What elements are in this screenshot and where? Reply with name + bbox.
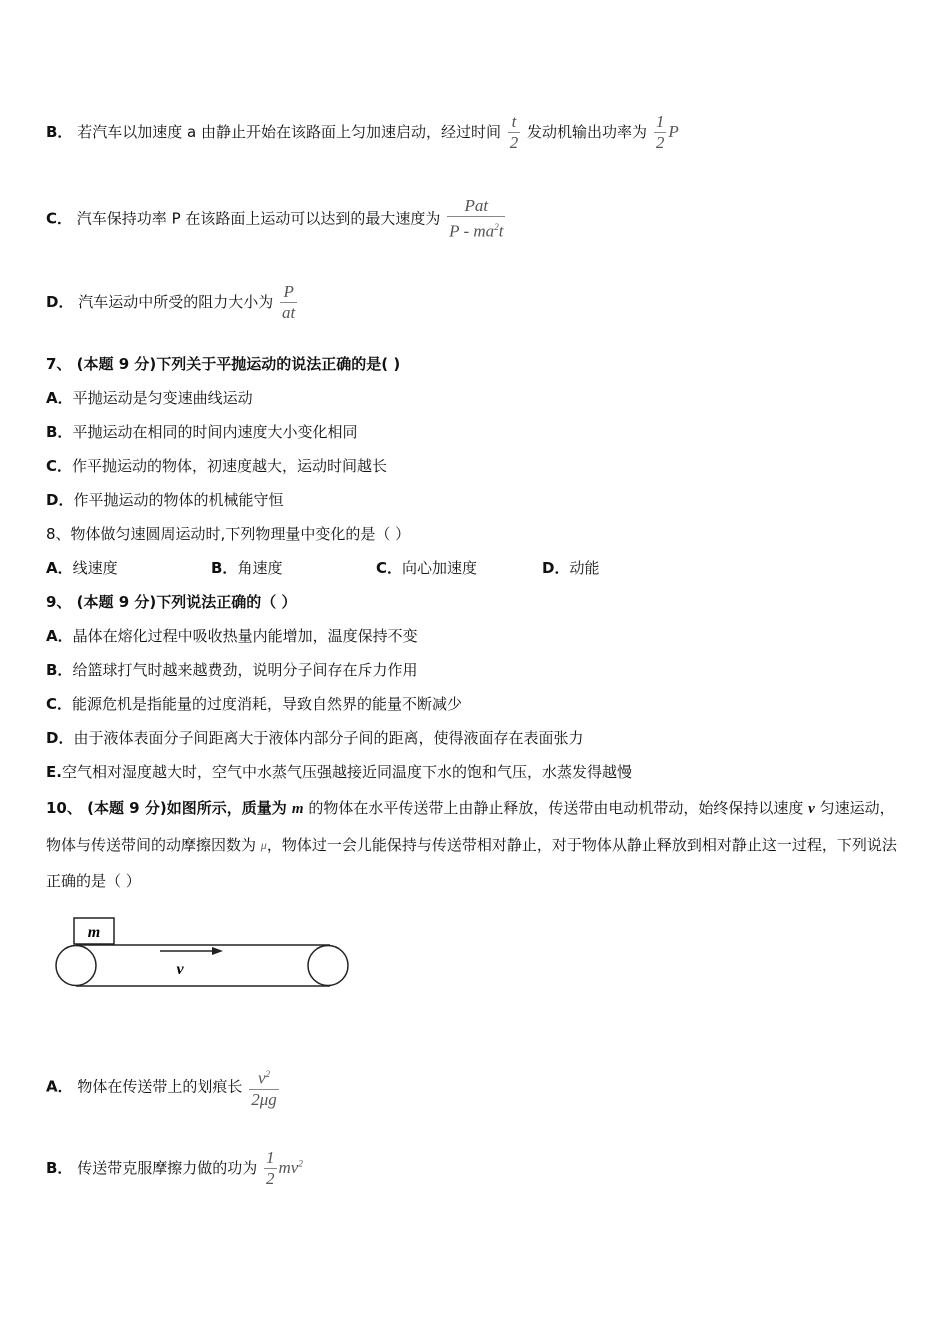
frac-denominator: [447, 216, 505, 242]
option-text: 角速度: [237, 559, 283, 577]
stem-part: 匀速运动，物体与传送带间的动摩擦因数为: [46, 799, 895, 854]
frac-denominator: 2μg: [251, 1089, 277, 1109]
option-letter: D．: [542, 559, 570, 577]
option-letter: A．: [46, 389, 73, 407]
fraction-max-speed: [447, 196, 505, 242]
velocity-label: v: [176, 961, 184, 978]
option-letter: D．: [46, 293, 74, 311]
q10-stem: [46, 790, 908, 899]
frac-numerator: Pat: [464, 196, 489, 215]
frac-denominator: 2: [655, 133, 665, 152]
option-letter: B．: [46, 423, 73, 441]
option-letter: B．: [46, 1159, 73, 1177]
q7-option-a: [46, 388, 253, 408]
q8-option-b: [211, 558, 376, 578]
stem-part: 10、 (本题 9 分)如图所示，质量为: [46, 799, 292, 817]
fraction-scratch-length: [249, 1064, 279, 1110]
option-text: 作平抛运动的物体的机械能守恒: [73, 491, 284, 509]
num-base: v: [257, 1068, 266, 1088]
option-text: 物体在传送带上的划痕长: [77, 1077, 243, 1096]
stem-part: ，物体过一会儿能保持与传送带相对静止，对于物体从静止释放到相对静止这一过程，下列说法正确的是（ ）: [46, 836, 897, 890]
q8-option-c: [376, 558, 542, 578]
q8-options: [46, 558, 599, 578]
fraction-half: [654, 112, 667, 153]
option-text: 空气相对湿度越大时，空气中水蒸气压强越接近同温度下水的饱和气压，水蒸发得越慢: [61, 763, 632, 781]
q8-option-d: [542, 558, 599, 578]
option-letter: A．: [46, 627, 73, 645]
option-letter: C．: [376, 559, 403, 577]
mv-base: mv: [278, 1158, 299, 1177]
option-text-mid: 发动机输出功率为: [527, 123, 648, 141]
q6-option-d: [46, 282, 299, 323]
q6-option-c: [46, 196, 507, 242]
q9-option-b: [46, 660, 417, 680]
option-text: 向心加速度: [402, 559, 478, 577]
mv-superscript: 2: [298, 1158, 303, 1169]
fraction-t-over-2: [508, 112, 521, 153]
den-superscript: 2: [494, 222, 499, 232]
frac-numerator: 1: [655, 112, 665, 131]
frac-denominator: 2: [266, 1169, 275, 1188]
left-pulley: [56, 946, 96, 986]
q9-option-d: [46, 728, 583, 748]
q10-option-b: [46, 1148, 303, 1189]
option-text: 作平抛运动的物体，初速度越大，运动时间越长: [72, 457, 388, 475]
q10-option-a: [46, 1064, 281, 1110]
q8-stem: 8、物体做匀速圆周运动时,下列物理量中变化的是（ ）: [46, 525, 411, 543]
block-label: m: [87, 924, 101, 941]
frac-denominator: 2: [509, 133, 519, 152]
option-letter: D．: [46, 491, 74, 509]
frac-numerator: 1: [266, 1148, 275, 1167]
q7-option-d: [46, 490, 283, 510]
q9-option-e: [46, 762, 632, 782]
option-text: 平抛运动是匀变速曲线运动: [72, 389, 253, 407]
option-text: 汽车运动中所受的阻力大小为: [78, 293, 274, 311]
option-letter: E.: [46, 763, 62, 781]
mu-symbol: μ: [260, 838, 267, 852]
option-text: 给篮球打气时越来越费劲，说明分子间存在斥力作用: [72, 661, 418, 679]
fraction-half: [264, 1148, 277, 1189]
option-letter: B．: [46, 123, 73, 141]
q9-stem: 9、 (本题 9 分)下列说法正确的（ ）: [46, 593, 297, 611]
mass-symbol: m: [291, 801, 304, 817]
q8-option-a: [46, 558, 211, 578]
option-text: 汽车保持功率 P 在该路面上运动可以达到的最大速度为: [76, 209, 441, 228]
option-letter: B．: [46, 661, 73, 679]
mv-squared: [279, 1158, 303, 1177]
option-text: 平抛运动在相同的时间内速度大小变化相同: [72, 423, 358, 441]
option-text: 线速度: [72, 559, 118, 577]
q6-option-b: [46, 112, 679, 153]
velocity-symbol: v: [808, 801, 815, 817]
q9-option-c: [46, 694, 462, 714]
frac-denominator: at: [282, 303, 296, 322]
option-letter: A．: [46, 1077, 73, 1096]
right-pulley: [308, 946, 348, 986]
den-part-b: t: [498, 221, 504, 241]
option-text: 动能: [569, 559, 600, 577]
option-letter: C．: [46, 695, 73, 713]
q7-option-b: [46, 422, 357, 442]
fraction-resistance: [280, 282, 297, 323]
power-symbol: P: [668, 122, 679, 141]
arrow-head-icon: [212, 947, 223, 955]
frac-numerator: t: [511, 112, 517, 131]
option-text: 若汽车以加速度 a 由静止开始在该路面上匀加速启动，经过时间: [77, 123, 501, 141]
den-part-a: P - ma: [449, 221, 495, 241]
stem-part: 的物体在水平传送带上由静止释放，传送带由电动机带动，始终保持以速度: [303, 799, 809, 817]
frac-numerator: [249, 1064, 279, 1089]
option-letter: C．: [46, 209, 73, 228]
num-superscript: 2: [265, 1069, 270, 1079]
option-text: 传送带克服摩擦力做的功为: [77, 1159, 258, 1177]
q7-stem: 7、 (本题 9 分)下列关于平抛运动的说法正确的是( ): [46, 355, 401, 373]
option-text: 由于液体表面分子间距离大于液体内部分子间的距离，使得液面存在表面张力: [73, 729, 584, 747]
option-letter: D．: [46, 729, 74, 747]
q9-option-a: [46, 626, 418, 646]
option-text: 能源危机是指能量的过度消耗，导致自然界的能量不断减少: [72, 695, 463, 713]
option-letter: B．: [211, 559, 238, 577]
frac-numerator: P: [283, 282, 294, 301]
conveyor-belt-diagram: [52, 912, 352, 996]
option-letter: A．: [46, 559, 73, 577]
q7-option-c: [46, 456, 387, 476]
option-letter: C．: [46, 457, 73, 475]
option-text: 晶体在熔化过程中吸收热量内能增加，温度保持不变: [72, 627, 418, 645]
